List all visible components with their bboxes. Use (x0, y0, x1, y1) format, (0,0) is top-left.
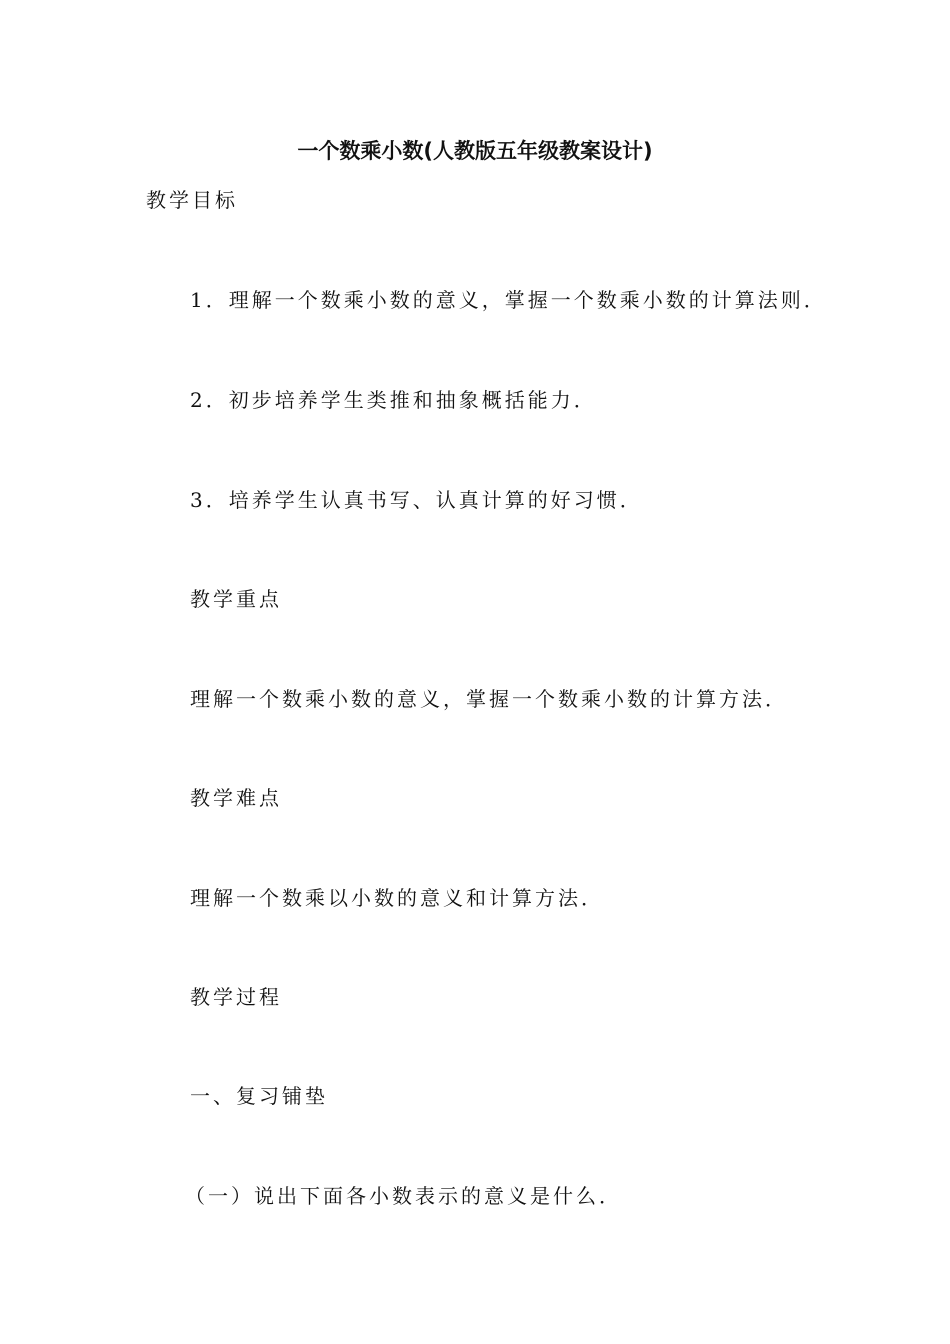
difficulty-text: 理解一个数乘以小数的意义和计算方法． (190, 886, 604, 910)
section-review: 一、复习铺垫 (190, 1084, 328, 1108)
goal-item-1: 1．理解一个数乘小数的意义，掌握一个数乘小数的计算法则． (190, 288, 827, 312)
heading-key-points: 教学重点 (190, 587, 282, 611)
review-item-1: （一）说出下面各小数表示的意义是什么． (185, 1184, 622, 1208)
goal-item-3: 3．培养学生认真书写、认真计算的好习惯． (190, 488, 643, 512)
heading-teaching-goals: 教学目标 (146, 188, 238, 212)
key-point-text: 理解一个数乘小数的意义，掌握一个数乘小数的计算方法． (190, 687, 788, 711)
goal-item-2: 2．初步培养学生类推和抽象概括能力． (190, 388, 597, 412)
document-title: 一个数乘小数(人教版五年级教案设计) (297, 139, 653, 163)
heading-teaching-process: 教学过程 (190, 985, 282, 1009)
heading-difficulties: 教学难点 (190, 786, 282, 810)
